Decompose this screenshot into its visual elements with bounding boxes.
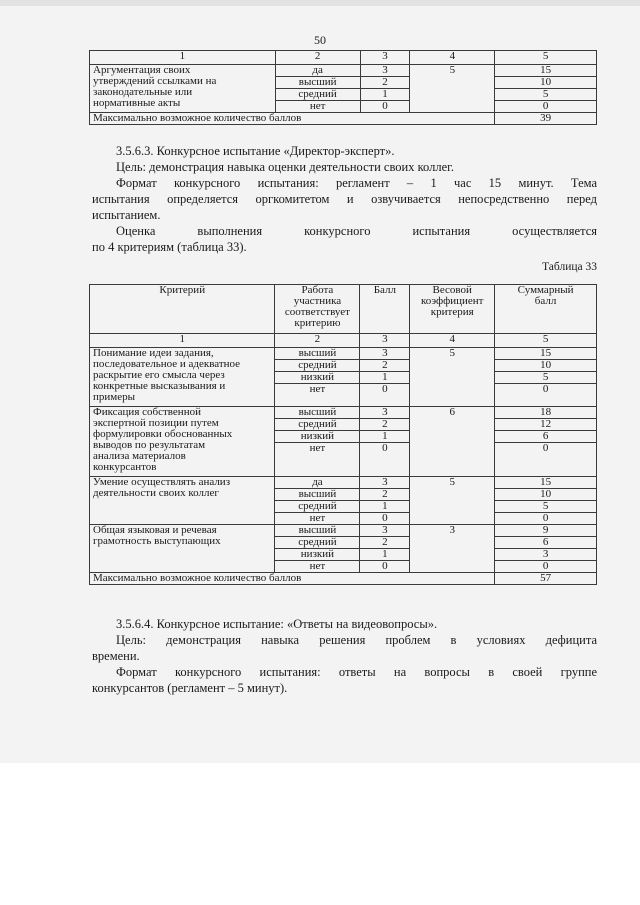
score-cell: 2	[360, 489, 410, 501]
criterion-cell: Общая языковая и речевая грамотность выступающих	[90, 525, 275, 573]
criterion-cell: Фиксация собственной экспертной позиции путем формулировки обоснованных выводов по результатам анализа материалов конкурсантов	[90, 407, 275, 477]
total-cell: 15	[495, 477, 597, 489]
total-cell: 10	[495, 77, 597, 89]
weight-cell: 5	[410, 348, 495, 407]
table-caption: Таблица 33	[542, 261, 597, 273]
score-cell: 0	[360, 513, 410, 525]
max-label-cell: Максимально возможное количество баллов	[90, 573, 495, 585]
level-cell: нет	[275, 384, 360, 407]
score-cell: 1	[360, 372, 410, 384]
table-cell: 1	[90, 334, 275, 348]
score-cell: 2	[360, 360, 410, 372]
level-cell: средний	[275, 360, 360, 372]
header-weight: Весовой коэффициент критерия	[410, 285, 495, 334]
section-format-line: Формат конкурсного испытания: ответы на вопросы в своей группе	[116, 665, 597, 679]
level-cell: да	[275, 477, 360, 489]
total-cell: 6	[495, 431, 597, 443]
table-33	[89, 284, 597, 585]
max-value-cell: 39	[495, 113, 597, 125]
level-cell: да	[275, 65, 360, 77]
score-cell: 2	[360, 419, 410, 431]
table-row	[90, 51, 597, 65]
total-cell: 3	[495, 549, 597, 561]
table-row	[90, 348, 597, 360]
level-cell: средний	[275, 501, 360, 513]
total-cell: 12	[495, 419, 597, 431]
table-cell: 5	[495, 51, 597, 65]
section-eval-line: Оценка выполнения конкурсного испытания осуществляется	[116, 224, 597, 238]
table-row	[90, 573, 597, 585]
section-format-line: конкурсантов (регламент – 5 минут).	[92, 681, 288, 695]
total-cell: 5	[495, 372, 597, 384]
header-total: Суммарный балл	[495, 285, 597, 334]
page-number: 50	[314, 33, 326, 47]
table-row	[90, 113, 597, 125]
criterion-cell	[90, 65, 276, 113]
criterion-cell: Понимание идеи задания, последовательное и адекватное раскрытие его смысла через конкретные высказывания и примеры	[90, 348, 275, 407]
table-cell: 5	[495, 334, 597, 348]
level-cell: средний	[275, 419, 360, 431]
total-cell: 10	[495, 489, 597, 501]
table-row	[90, 334, 597, 348]
header-match: Работа участника соответствует критерию	[275, 285, 360, 334]
section-heading: 3.5.6.3. Конкурсное испытание «Директор-эксперт».	[116, 144, 395, 158]
level-cell: средний	[275, 89, 360, 101]
criterion-cell: Умение осуществлять анализ деятельности своих коллег	[90, 477, 275, 525]
level-cell: высший	[275, 525, 360, 537]
section-eval-line: по 4 критериям (таблица 33).	[92, 240, 247, 254]
max-value-cell: 57	[495, 573, 597, 585]
table-cell: 4	[410, 334, 495, 348]
section-goal-line: времени.	[92, 649, 140, 663]
score-cell: 3	[360, 65, 410, 77]
score-cell: 3	[360, 525, 410, 537]
score-cell: 0	[360, 443, 410, 477]
total-cell: 0	[495, 561, 597, 573]
level-cell: низкий	[275, 431, 360, 443]
total-cell: 15	[495, 348, 597, 360]
header-criterion: Критерий	[90, 285, 275, 334]
total-cell: 0	[495, 513, 597, 525]
level-cell: нет	[275, 443, 360, 477]
table-header-row	[90, 285, 597, 334]
table-continuation	[89, 50, 597, 125]
criterion-line: законодательные или	[93, 86, 193, 98]
total-cell: 0	[495, 384, 597, 407]
table-row	[90, 525, 597, 537]
level-cell: нет	[275, 101, 360, 113]
score-cell: 1	[360, 431, 410, 443]
score-cell: 2	[360, 537, 410, 549]
table-cell: 2	[275, 334, 360, 348]
score-cell: 3	[360, 407, 410, 419]
level-cell: высший	[275, 489, 360, 501]
total-cell: 15	[495, 65, 597, 77]
section-format-line: испытанием.	[92, 208, 161, 222]
score-cell: 3	[360, 477, 410, 489]
weight-cell: 5	[410, 65, 495, 113]
table-cell: 3	[360, 51, 410, 65]
scan-edge	[0, 0, 640, 6]
weight-cell: 3	[410, 525, 495, 573]
total-cell: 5	[495, 89, 597, 101]
level-cell: высший	[275, 348, 360, 360]
score-cell: 0	[360, 561, 410, 573]
max-label-cell: Максимально возможное количество баллов	[90, 113, 495, 125]
weight-cell: 5	[410, 477, 495, 525]
section-format-line: Формат конкурсного испытания: регламент – 1 час 15 минут. Тема	[116, 176, 597, 190]
section-goal-line: Цель: демонстрация навыка решения проблем в условиях дефицита	[116, 633, 597, 647]
total-cell: 10	[495, 360, 597, 372]
level-cell: средний	[275, 537, 360, 549]
weight-cell: 6	[410, 407, 495, 477]
section-goal: Цель: демонстрация навыка оценки деятельности своих коллег.	[116, 160, 454, 174]
criterion-line: нормативные акты	[93, 97, 181, 109]
score-cell: 1	[360, 501, 410, 513]
criterion-line: Аргументация своих	[93, 64, 191, 76]
total-cell: 0	[495, 443, 597, 477]
level-cell: высший	[275, 407, 360, 419]
total-cell: 18	[495, 407, 597, 419]
score-cell: 2	[360, 77, 410, 89]
score-cell: 1	[360, 89, 410, 101]
level-cell: нет	[275, 513, 360, 525]
total-cell: 6	[495, 537, 597, 549]
total-cell: 5	[495, 501, 597, 513]
table-cell: 3	[360, 334, 410, 348]
total-cell: 9	[495, 525, 597, 537]
table-cell: 1	[90, 51, 276, 65]
table-cell: 2	[275, 51, 360, 65]
criterion-line: утверждений ссылками на	[93, 75, 217, 87]
level-cell: низкий	[275, 372, 360, 384]
score-cell: 1	[360, 549, 410, 561]
score-cell: 3	[360, 348, 410, 360]
table-cell: 4	[410, 51, 495, 65]
table-row	[90, 407, 597, 419]
score-cell: 0	[360, 384, 410, 407]
level-cell: высший	[275, 77, 360, 89]
section-heading: 3.5.6.4. Конкурсное испытание: «Ответы на видеовопросы».	[116, 617, 438, 631]
level-cell: нет	[275, 561, 360, 573]
table-row	[90, 477, 597, 489]
table-row	[90, 65, 597, 77]
score-cell: 0	[360, 101, 410, 113]
header-score: Балл	[360, 285, 410, 334]
section-format-line: испытания определяется оргкомитетом и озвучивается непосредственно перед	[92, 192, 597, 206]
level-cell: низкий	[275, 549, 360, 561]
total-cell: 0	[495, 101, 597, 113]
